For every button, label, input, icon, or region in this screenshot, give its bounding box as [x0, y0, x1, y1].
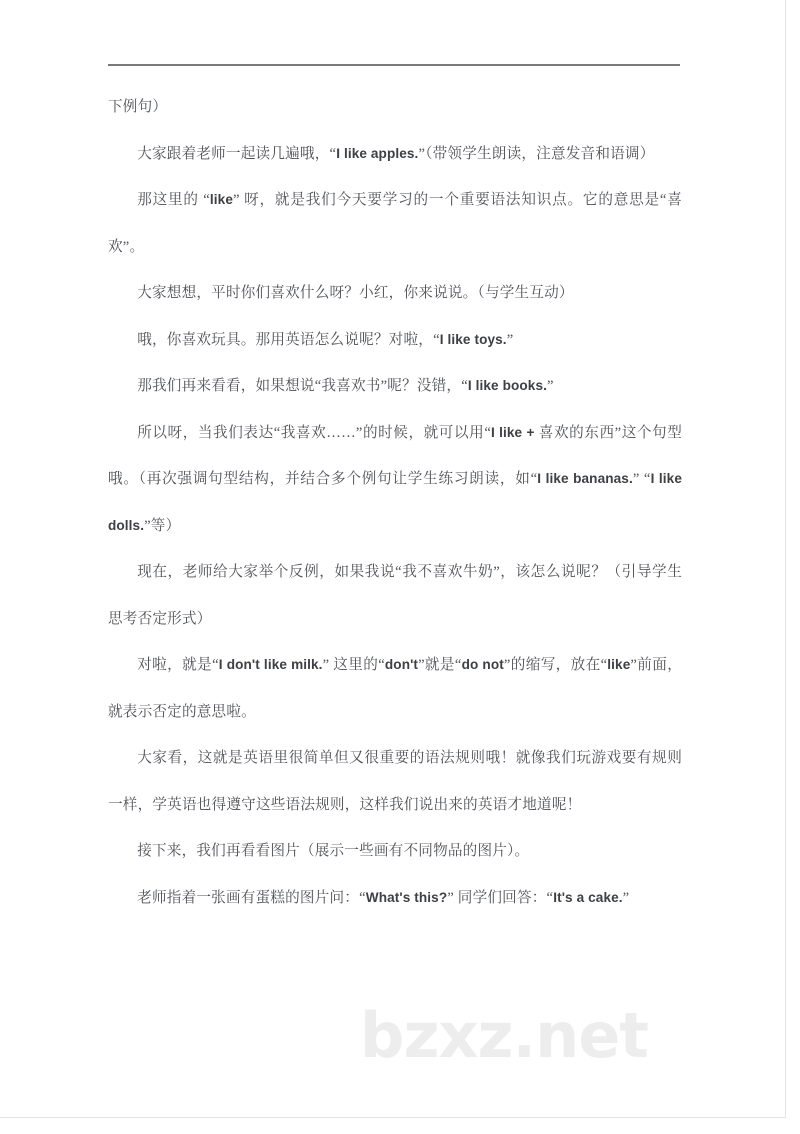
english-phrase: don't	[384, 657, 419, 672]
paragraph	[108, 735, 682, 828]
chinese-text: 大家想想，平时你们喜欢什么呀？小红，你来说说。（与学生互动）	[137, 285, 574, 301]
english-phrase: I like apples.	[336, 145, 419, 161]
chinese-text: 哦，你喜欢玩具。那用英语怎么说呢？对啦，“	[137, 331, 440, 348]
paragraph	[108, 828, 682, 875]
chinese-text: ”（带领学生朗读，注意发音和语调）	[418, 145, 655, 162]
chinese-text: 大家跟着老师一起读几遍哦，“	[137, 145, 337, 162]
paragraph	[108, 177, 682, 270]
chinese-text: ”的缩写，放在“	[503, 657, 608, 673]
english-phrase: I don't like milk.	[218, 657, 323, 672]
chinese-text: 那我们再来看看，如果想说“我喜欢书”呢？没错，“	[137, 378, 468, 394]
chinese-text: 所以呀，当我们表达“我喜欢……”的时候，就可以用“	[137, 424, 492, 441]
chinese-text: ” 这里的“	[322, 657, 385, 673]
paragraph	[108, 270, 682, 317]
chinese-text: 喜欢的东西”这个句型哦。（再次强调句型结构，并结合多个例句让学生练习朗读，如“	[108, 424, 683, 487]
paragraph	[108, 642, 682, 735]
site-watermark: bzxz.net	[360, 999, 648, 1072]
chinese-text: 大家看，这就是英语里很简单但又很重要的语法规则哦！就像我们玩游戏要有规则一样，学英语也得遵守这些语法规则，这样我们说出来的英语才地道呢！	[108, 750, 682, 813]
document-text-body	[108, 84, 682, 921]
chinese-text: ” “	[632, 471, 651, 487]
paragraph	[108, 410, 682, 550]
chinese-text: 那这里的 “	[137, 192, 210, 208]
paragraph	[108, 549, 682, 642]
chinese-text: ”	[547, 378, 554, 394]
english-phrase: I like +	[491, 424, 539, 440]
english-phrase: What's this?	[365, 889, 448, 905]
paragraph	[108, 131, 682, 178]
chinese-text: ” 呀，就是我们今天要学习的一个重要语法知识点。它的意思是“喜欢”。	[108, 192, 682, 255]
english-phrase: do not	[461, 657, 504, 672]
english-phrase: I like bananas.	[537, 471, 633, 486]
chinese-text: 接下来，我们再看看图片（展示一些画有不同物品的图片）。	[137, 843, 530, 859]
paragraph	[108, 317, 682, 364]
chinese-text: 对啦，就是“	[137, 657, 219, 673]
chinese-text: ”	[622, 889, 630, 906]
chinese-text: ”就是“	[418, 657, 462, 673]
chinese-text: ” 同学们回答：“	[447, 889, 554, 906]
english-phrase: like	[209, 192, 233, 207]
chinese-text: 现在，老师给大家举个反例，如果我说“我不喜欢牛奶”，该怎么说呢？（引导学生思考否定形式）	[108, 564, 682, 627]
header-divider	[108, 64, 680, 66]
chinese-text: 老师指着一张画有蛋糕的图片问：“	[137, 889, 366, 906]
paragraph	[108, 84, 682, 131]
paragraph	[108, 875, 682, 922]
chinese-text: ”等）	[144, 517, 181, 534]
english-phrase: I like books.	[467, 378, 548, 393]
chinese-text: ”	[506, 331, 514, 348]
chinese-text: 下例句）	[108, 99, 168, 115]
english-phrase: I like toys.	[439, 331, 507, 347]
paragraph	[108, 363, 682, 410]
english-phrase: I like dolls.	[108, 471, 682, 533]
chinese-text: ”前面，就表示否定的意思啦。	[108, 657, 682, 720]
english-phrase: It's a cake.	[553, 889, 623, 905]
english-phrase: like	[607, 657, 631, 672]
